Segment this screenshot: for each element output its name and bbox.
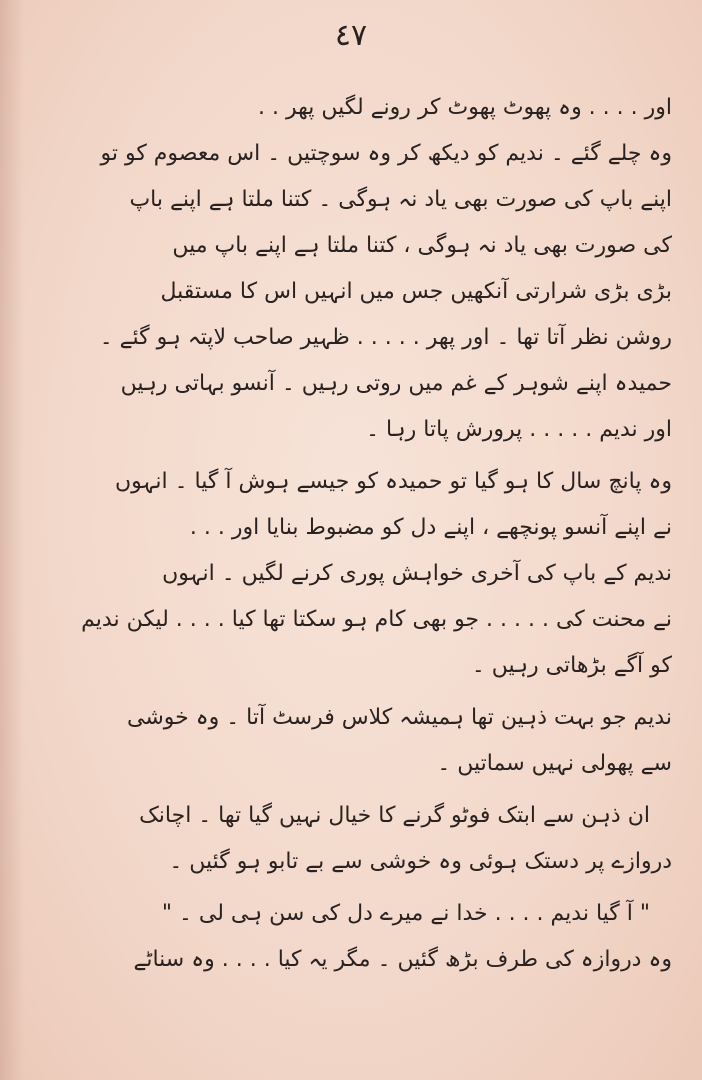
text-line: وہ دروازہ کی طرف بڑھ گئیں ۔ مگر یہ کیا . . . . وہ سناٹے — [133, 947, 672, 972]
text-line: ندیم جو بہت ذہین تھا ہمیشہ کلاس فرسٹ آتا ۔ وہ خوشی — [127, 705, 672, 730]
text-line: وہ چلے گئے ۔ ندیم کو دیکھ کر وہ سوچتیں ۔ اس معصوم کو تو — [100, 141, 672, 166]
text-line: اور ندیم . . . . . پرورش پاتا رہا ۔ — [366, 417, 672, 442]
text-line: اور . . . . وہ پھوٹ پھوٹ کر رونے لگیں پھر . . — [258, 95, 672, 120]
text-line: وہ پانچ سال کا ہو گیا تو حمیدہ کو جیسے ہوش آ گیا ۔ انہوں — [115, 469, 672, 494]
page-number: ٤٧ — [334, 18, 368, 53]
text-line: دروازے پر دستک ہوئی وہ خوشی سے بے تابو ہو گئیں ۔ — [169, 849, 672, 874]
text-line: روشن نظر آتا تھا ۔ اور پھر . . . . . ظہیر صاحب لاپتہ ہو گئے ۔ — [99, 325, 672, 350]
text-line: اپنے باپ کی صورت بھی یاد نہ ہوگی ۔ کتنا ملتا ہے اپنے باپ — [129, 187, 672, 212]
text-line: نے اپنے آنسو پونچھے ، اپنے دل کو مضبوط بنایا اور . . . — [189, 515, 672, 540]
text-line: کی صورت بھی یاد نہ ہوگی ، کتنا ملتا ہے اپنے باپ میں — [172, 233, 672, 258]
text-line: سے پھولی نہیں سماتیں ۔ — [437, 751, 672, 776]
text-line: حمیدہ اپنے شوہر کے غم میں روتی رہیں ۔ آنسو بہاتی رہیں — [120, 371, 672, 396]
text-line: ندیم کے باپ کی آخری خواہش پوری کرنے لگیں ۔ انہوں — [162, 561, 672, 586]
page-edge-shadow — [0, 0, 24, 1080]
page-text — [40, 85, 672, 983]
text-line: " آ گیا ندیم . . . . خدا نے میرے دل کی سن ہی لی ۔ " — [161, 901, 650, 926]
text-line: ان ذہن سے ابتک فوٹو گرنے کا خیال نہیں گیا تھا ۔ اچانک — [139, 803, 650, 828]
text-line: نے محنت کی . . . . . جو بھی کام ہو سکتا تھا کیا . . . . لیکن ندیم — [81, 607, 672, 632]
text-line: کو آگے بڑھاتی رہیں ۔ — [471, 653, 672, 678]
text-line: بڑی بڑی شرارتی آنکھیں جس میں انہیں اس کا مستقبل — [160, 279, 672, 304]
